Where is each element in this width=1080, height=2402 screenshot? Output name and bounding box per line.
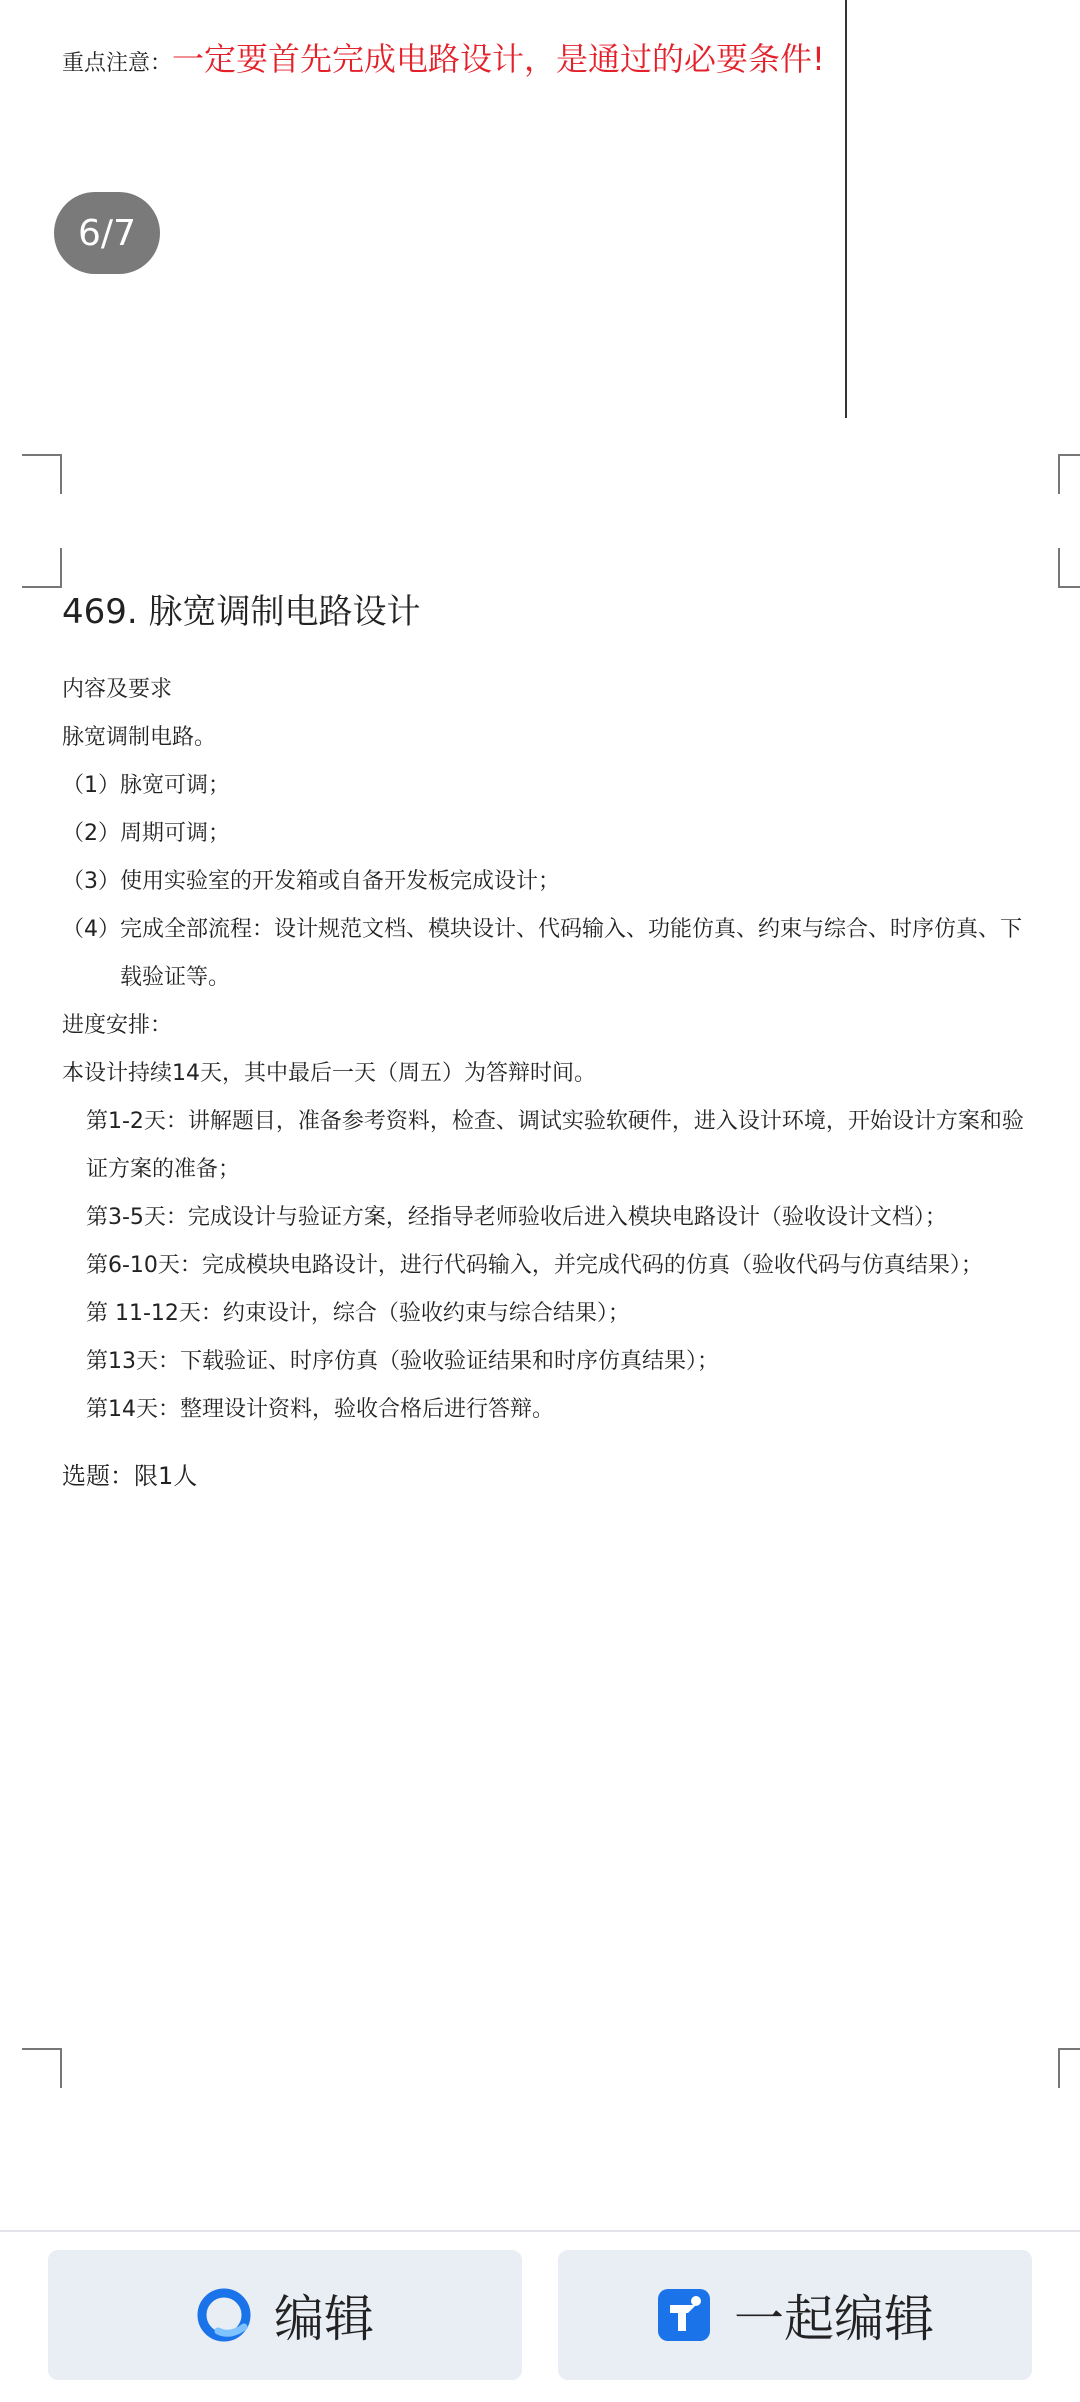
doc-line: 第 11-12天：约束设计，综合（验收约束与综合结果）； [86, 1301, 630, 1326]
page-indicator: 6/7 [54, 192, 160, 274]
doc-line: 内容及要求 [62, 677, 173, 702]
doc-line: 第1-2天：讲解题目，准备参考资料，检查、调试实验软硬件，进入设计环境，开始设计方案和验 [86, 1109, 1024, 1134]
selection-note: 选题：限1人 [62, 1462, 198, 1490]
doc-line: 本设计持续14天，其中最后一天（周五）为答辩时间。 [62, 1061, 596, 1086]
text-cursor-line [845, 0, 847, 418]
edit-button[interactable] [48, 2250, 522, 2380]
edit-label: 编辑 [274, 2290, 374, 2348]
note-label: 重点注意： [62, 51, 173, 76]
doc-line: 证方案的准备； [86, 1157, 241, 1182]
doc-line: （1）脉宽可调； [62, 773, 230, 798]
doc-title: 469. 脉宽调制电路设计 [62, 592, 421, 632]
note-warning: 一定要首先完成电路设计，是通过的必要条件! [172, 40, 825, 78]
coedit-button[interactable] [558, 2250, 1032, 2380]
doc-line: 第13天：下载验证、时序仿真（验收验证结果和时序仿真结果）； [86, 1349, 719, 1374]
doc-line: 第14天：整理设计资料，验收合格后进行答辩。 [86, 1397, 554, 1422]
doc-line: 第3-5天：完成设计与验证方案，经指导老师验收后进入模块电路设计（验收设计文档）； [86, 1205, 947, 1230]
doc-line: 载验证等。 [120, 965, 231, 990]
doc-line: 进度安排： [62, 1013, 173, 1038]
doc-line: 脉宽调制电路。 [62, 725, 217, 750]
doc-line: 第6-10天：完成模块电路设计，进行代码输入，并完成代码的仿真（验收代码与仿真结果）； [86, 1253, 983, 1278]
coedit-label: 一起编辑 [734, 2290, 934, 2348]
doc-line: （2）周期可调； [62, 821, 230, 846]
important-note [62, 34, 825, 80]
edit-app-icon [196, 2287, 252, 2343]
bottom-action-bar [0, 2230, 1080, 2402]
doc-line: （4）完成全部流程：设计规范文档、模块设计、代码输入、功能仿真、约束与综合、时序仿真、下 [62, 917, 1023, 942]
collaborate-icon [656, 2287, 712, 2343]
doc-line: （3）使用实验室的开发箱或自备开发板完成设计； [62, 869, 560, 894]
